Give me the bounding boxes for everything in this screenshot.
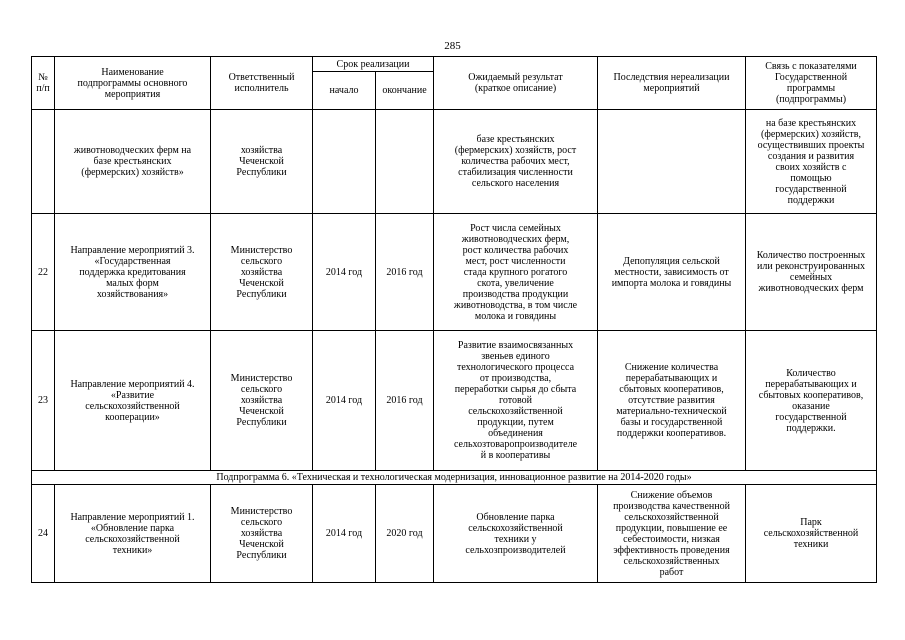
cell-consequences: Депопуляция сельской местности, зависимость от импорта молока и говядины bbox=[598, 214, 746, 331]
cell-responsible: Министерство сельского хозяйства Чеченской Республики bbox=[211, 485, 313, 583]
cell-link: Количество построенных или реконструированных семейных животноводческих ферм bbox=[746, 214, 877, 331]
header-start: начало bbox=[313, 72, 376, 110]
cell-link: Парк сельскохозяйственной техники bbox=[746, 485, 877, 583]
header-end: окончание bbox=[376, 72, 434, 110]
subprogram-title: Подпрограмма 6. «Техническая и технологическая модернизация, инновационное развитие на 2014-2020 годы» bbox=[32, 471, 877, 485]
cell-start bbox=[313, 110, 376, 214]
program-table bbox=[31, 56, 877, 583]
cell-num: 23 bbox=[32, 331, 55, 471]
table-row bbox=[32, 214, 877, 331]
header-expected: Ожидаемый результат (краткое описание) bbox=[434, 57, 598, 110]
header-link: Связь с показателями Государственной программы (подпрограммы) bbox=[746, 57, 877, 110]
cell-expected: Развитие взаимосвязанных звеньев единого технологического процесса от производства, переработки сырья до сбыта готовой сельскохозяйственной продукции, путем объединения сельхозтоваропроизводителе й в кооперативы bbox=[434, 331, 598, 471]
table-row bbox=[32, 331, 877, 471]
cell-num: 24 bbox=[32, 485, 55, 583]
table-row bbox=[32, 485, 877, 583]
subprogram-row bbox=[32, 471, 877, 485]
page-number: 285 bbox=[444, 40, 461, 52]
cell-name: животноводческих ферм на базе крестьянских (фермерских) хозяйств» bbox=[55, 110, 211, 214]
cell-end: 2020 год bbox=[376, 485, 434, 583]
cell-expected: Рост числа семейных животноводческих ферм, рост количества рабочих мест, рост численности стада крупного рогатого скота, увеличение производства продукции животноводства, в том числе молока и говядины bbox=[434, 214, 598, 331]
header-name: Наименование подпрограммы основного мероприятия bbox=[55, 57, 211, 110]
cell-responsible: Министерство сельского хозяйства Чеченской Республики bbox=[211, 331, 313, 471]
cell-consequences: Снижение количества перерабатывающих и сбытовых кооперативов, отсутствие развития материально-технической базы и государственной поддержки кооперативов. bbox=[598, 331, 746, 471]
cell-consequences: Снижение объемов производства качественной сельскохозяйственной продукции, повышение ее себестоимости, низкая эффективность проведения сельскохозяйственных работ bbox=[598, 485, 746, 583]
cell-end: 2016 год bbox=[376, 214, 434, 331]
cell-expected: Обновление парка сельскохозяйственной техники у сельхозпроизводителей bbox=[434, 485, 598, 583]
cell-end: 2016 год bbox=[376, 331, 434, 471]
cell-name: Направление мероприятий 1. «Обновление парка сельскохозяйственной техники» bbox=[55, 485, 211, 583]
cell-name: Направление мероприятий 3. «Государственная поддержка кредитования малых форм хозяйствования» bbox=[55, 214, 211, 331]
cell-link: Количество перерабатывающих и сбытовых кооперативов, оказание государственной поддержки. bbox=[746, 331, 877, 471]
header-consequences: Последствия нереализации мероприятий bbox=[598, 57, 746, 110]
cell-expected: базе крестьянских (фермерских) хозяйств, рост количества рабочих мест, стабилизация численности сельского населения bbox=[434, 110, 598, 214]
cell-num: 22 bbox=[32, 214, 55, 331]
cell-start: 2014 год bbox=[313, 485, 376, 583]
cell-consequences bbox=[598, 110, 746, 214]
cell-start: 2014 год bbox=[313, 331, 376, 471]
cell-end bbox=[376, 110, 434, 214]
cell-name: Направление мероприятий 4. «Развитие сельскохозяйственной кооперации» bbox=[55, 331, 211, 471]
header-row bbox=[32, 57, 877, 72]
cell-link: на базе крестьянских (фермерских) хозяйств, осуществивших проекты создания и развития своих хозяйств с помощью государственной поддержки bbox=[746, 110, 877, 214]
header-responsible: Ответственный исполнитель bbox=[211, 57, 313, 110]
cell-start: 2014 год bbox=[313, 214, 376, 331]
table-row bbox=[32, 110, 877, 214]
header-num: № п/п bbox=[32, 57, 55, 110]
cell-responsible: Министерство сельского хозяйства Чеченской Республики bbox=[211, 214, 313, 331]
cell-responsible: хозяйства Чеченской Республики bbox=[211, 110, 313, 214]
header-term: Срок реализации bbox=[313, 57, 434, 72]
cell-num bbox=[32, 110, 55, 214]
